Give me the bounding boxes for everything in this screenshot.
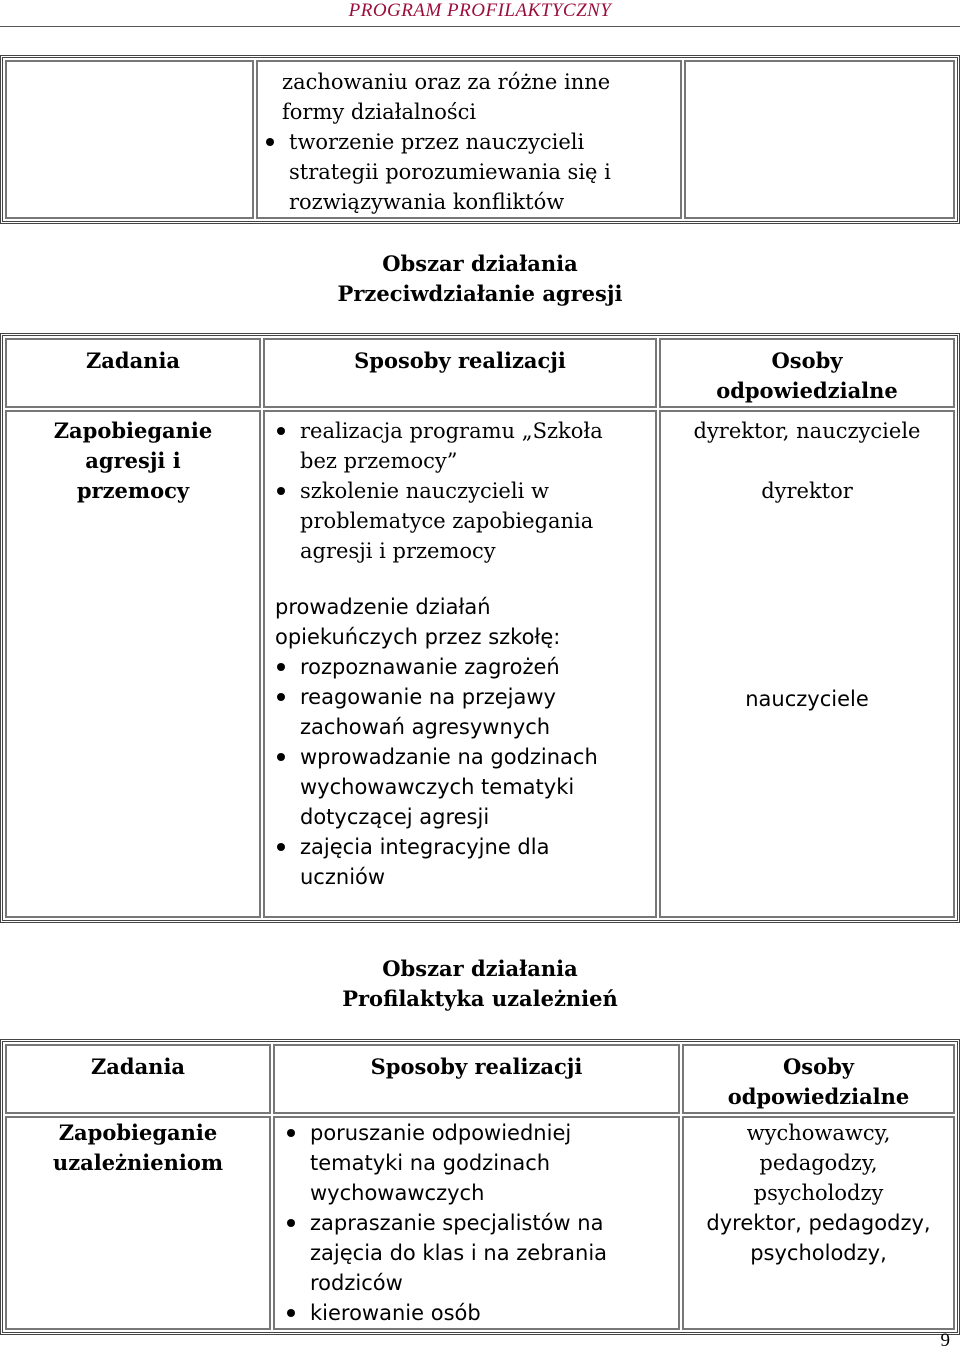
section1-head-tasks [5,338,261,408]
header-osoby: Osoby odpowiedzialne [716,348,898,403]
list-item: zapraszanie specjalistów na zajęcia do klas i na zebrania rodziców [279,1208,670,1298]
section1-title [0,249,960,309]
continued-task-cell [5,60,254,219]
section2-title-line2: Profilaktyka uzależnień [342,986,618,1011]
header-osoby: Osoby odpowiedzialne [727,1054,910,1109]
section1-persons-cell [659,410,955,918]
list-item: rozpoznawanie zagrożeń [269,652,640,682]
list-item: wprowadzanie na godzinach wychowawczych tematyki dotyczącej agresji [269,742,640,832]
person-line: dyrektor, nauczyciele [693,419,921,443]
person-line: wychowawcy, pedagodzy, psycholodzy [746,1121,891,1205]
section2-task-cell [5,1116,271,1330]
list-item: szkolenie nauczycieli w problematyce zapobiegania agresji i przemocy [269,476,640,566]
list-item: poruszanie odpowiedniej tematyki na godzinach wychowawczych [279,1118,640,1208]
task-name: Zapobieganie uzależnieniom [52,1120,224,1175]
section1-table [0,333,960,923]
list-item: reagowanie na przejawy zachowań agresywnych [269,682,640,742]
header-divider [0,26,960,27]
header-sposoby: Sposoby realizacji [354,348,566,373]
header-sposoby: Sposoby realizacji [370,1054,583,1079]
section2-head-tasks [5,1044,271,1114]
section2-title [0,954,960,1014]
section2-persons-cell [682,1116,955,1330]
section2-bullets [279,1118,670,1328]
section1-methods-cell [263,410,657,918]
page-header: PROGRAM PROFILAKTYCZNY [348,0,612,21]
section2-head-persons [682,1044,955,1114]
header-zadania: Zadania [85,348,181,373]
list-item: kierowanie osób [279,1298,670,1328]
section1-head-persons [659,338,955,408]
continued-bullets [258,127,672,217]
page-number: 9 [940,1330,950,1351]
section1-bullets-2 [269,652,647,892]
task-name: Zapobieganie agresji i przemocy [53,418,213,503]
person-line: dyrektor [761,479,853,503]
section1-head-methods [263,338,657,408]
section2-head-methods [273,1044,680,1114]
continued-table [0,55,960,224]
section2-table [0,1039,960,1335]
header-zadania: Zadania [90,1054,186,1079]
person-line: nauczyciele [745,687,869,711]
section1-bullets-1 [269,416,647,566]
section1-task-cell [5,410,261,918]
section2-title-line1: Obszar działania [382,956,578,981]
list-item: realizacja programu „Szkoła bez przemocy” [269,416,640,476]
section1-intro: prowadzenie działań opiekuńczych przez szkołę: [275,595,561,649]
section2-methods-cell [273,1116,680,1330]
section1-title-line2: Przeciwdziałanie agresji [337,281,623,306]
list-item: zajęcia integracyjne dla uczniów [269,832,600,892]
list-item: tworzenie przez nauczycieli strategii porozumiewania się i rozwiązywania konfliktów [258,127,649,217]
continued-methods-cell [256,60,682,219]
person-line: dyrektor, pedagodzy, psycholodzy, [706,1211,931,1265]
continued-text: zachowaniu oraz za różne inne formy działalności [282,70,611,124]
continued-persons-cell [684,60,955,219]
section1-title-line1: Obszar działania [382,251,578,276]
